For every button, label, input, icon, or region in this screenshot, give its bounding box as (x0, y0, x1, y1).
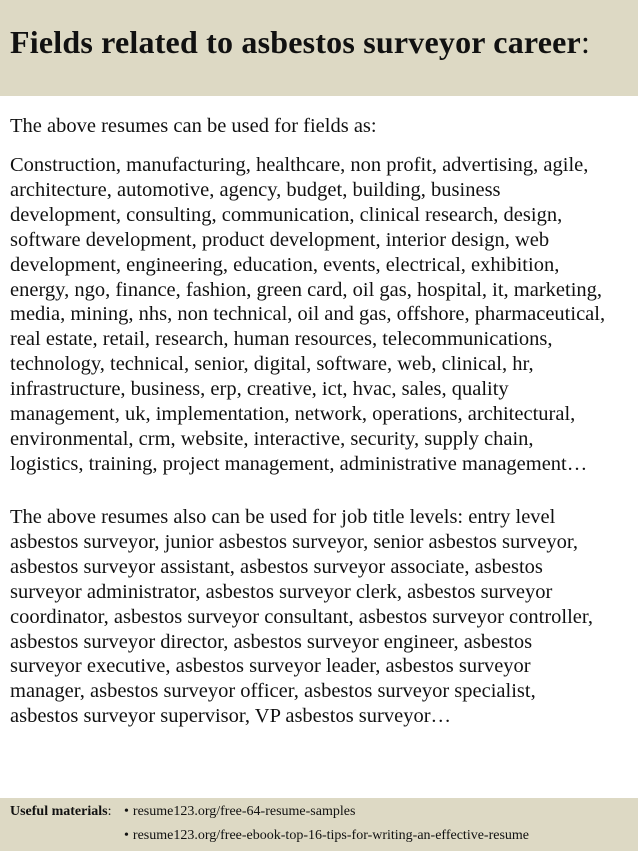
fields-line: architecture, automotive, agency, budget, building, business (10, 178, 501, 201)
job-levels-line: asbestos surveyor assistant, asbestos surveyor associate, asbestos (10, 555, 543, 578)
job-levels-paragraph (10, 505, 635, 729)
page-title (10, 24, 590, 61)
job-levels-line: asbestos surveyor supervisor, VP asbestos surveyor… (10, 705, 452, 728)
job-levels-line: manager, asbestos surveyor officer, asbestos surveyor specialist, (10, 680, 536, 703)
fields-line: development, consulting, communication, clinical research, design, (10, 203, 563, 226)
bullet-icon: • (124, 804, 129, 819)
fields-line: development, engineering, education, events, electrical, exhibition, (10, 253, 560, 276)
fields-line: infrastructure, business, erp, creative, ict, hvac, sales, quality (10, 378, 509, 401)
job-levels-line: surveyor administrator, asbestos surveyor clerk, asbestos surveyor (10, 580, 553, 603)
fields-line: technology, technical, senior, digital, software, web, clinical, hr, (10, 353, 534, 376)
page-title-colon: : (580, 24, 591, 60)
bullet-icon: • (124, 828, 129, 843)
intro-text: The above resumes can be used for fields as: (10, 115, 377, 137)
job-levels-line: asbestos surveyor, junior asbestos surveyor, senior asbestos surveyor, (10, 530, 579, 553)
fields-line: management, uk, implementation, network, operations, architectural, (10, 403, 576, 426)
fields-line: real estate, retail, research, human resources, telecommunications, (10, 328, 553, 351)
useful-materials-colon: : (107, 804, 112, 819)
resource-link-samples[interactable]: resume123.org/free-64-resume-samples (132, 804, 356, 819)
job-levels-line: asbestos surveyor director, asbestos surveyor engineer, asbestos (10, 630, 533, 653)
job-levels-line: surveyor executive, asbestos surveyor leader, asbestos surveyor (10, 655, 531, 678)
fields-line: environmental, crm, website, interactive, security, supply chain, (10, 427, 534, 450)
fields-line: media, mining, nhs, non technical, oil and gas, offshore, pharmaceutical, (10, 303, 606, 326)
job-levels-line: coordinator, asbestos surveyor consultant, asbestos surveyor controller, (10, 605, 594, 628)
fields-line: energy, ngo, finance, fashion, green card, oil gas, hospital, it, marketing, (10, 278, 603, 301)
resource-link-item (124, 827, 529, 845)
useful-materials-label-text: Useful materials (10, 804, 108, 819)
page-title-text: Fields related to asbestos surveyor career (10, 24, 581, 60)
fields-line: software development, product development, interior design, web (10, 228, 550, 251)
fields-line: logistics, training, project management, administrative management… (10, 452, 588, 475)
fields-paragraph (10, 153, 635, 477)
fields-line: Construction, manufacturing, healthcare, non profit, advertising, agile, (10, 154, 589, 176)
resource-link-ebook[interactable]: resume123.org/free-ebook-top-16-tips-for-writing-an-effective-resume (132, 828, 530, 843)
job-levels-line: The above resumes also can be used for job title levels: entry level (10, 506, 556, 528)
useful-materials-label (10, 803, 111, 821)
resource-link-item (124, 803, 355, 821)
